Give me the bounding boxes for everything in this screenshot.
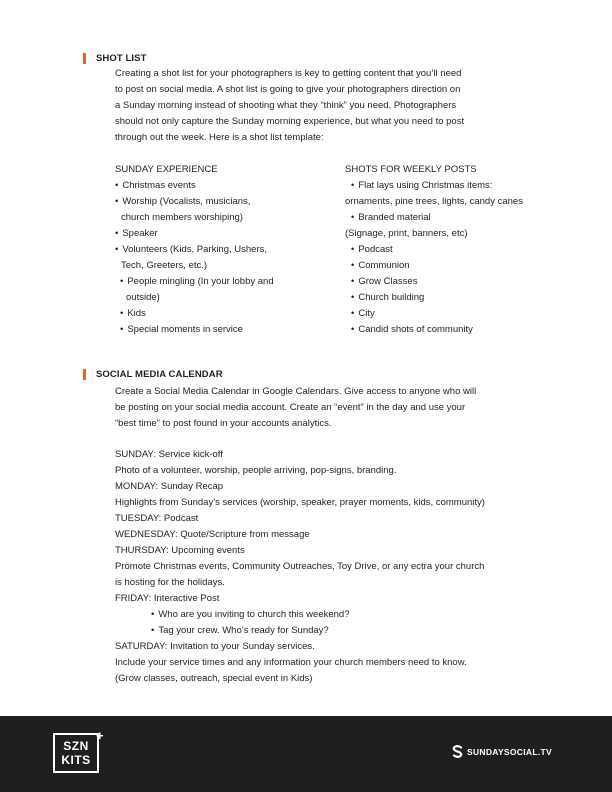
day-detail: Include your service times and any information your church members need to know.: [115, 657, 467, 668]
list-item-continued: outside): [126, 292, 160, 303]
list-item-continued: Tech, Greeters, etc.): [121, 260, 208, 271]
weekly-posts-column: [345, 162, 523, 338]
list-item-continued: church members worshiping): [121, 212, 243, 223]
list-item: • Speaker: [115, 226, 274, 242]
intro-line: to post on social media. A shot list is going to give your photographers direction on: [115, 84, 461, 95]
shot-list-intro: [115, 66, 545, 146]
section-title: SOCIAL MEDIA CALENDAR: [96, 369, 223, 380]
list-item: • People mingling (In your lobby and: [115, 274, 274, 290]
logo-text: KITS: [61, 753, 91, 767]
list-item: • Branded material: [345, 210, 523, 226]
day-heading-wednesday: WEDNESDAY: Quote/Scripture from message: [115, 529, 310, 540]
intro-line: Create a Social Media Calendar in Google Calendars. Give access to anyone who will: [115, 386, 477, 397]
list-item: • Candid shots of community: [345, 322, 523, 338]
brand-text: SUNDAYSOCIAL.TV: [467, 746, 552, 757]
shot-list-heading: [83, 53, 147, 64]
day-heading-monday: MONDAY: Sunday Recap: [115, 481, 224, 492]
list-item: • Flat lays using Christmas items:: [345, 178, 523, 194]
day-heading-sunday: SUNDAY: Service kick-off: [115, 449, 223, 460]
column-header: SUNDAY EXPERIENCE: [115, 164, 218, 175]
accent-bar: [83, 53, 86, 64]
calendar-schedule: [115, 447, 485, 687]
accent-bar: [83, 369, 86, 380]
logo-text: SZN: [63, 739, 89, 753]
day-detail: is hosting for the holidays.: [115, 577, 225, 588]
list-item: • Podcast: [345, 242, 523, 258]
day-detail: (Grow classes, outreach, special event in Kids): [115, 673, 313, 684]
list-item: • Kids: [115, 306, 274, 322]
szn-kits-logo: [53, 733, 99, 773]
section-title: SHOT LIST: [96, 53, 147, 64]
day-heading-friday: FRIDAY: Interactive Post: [115, 593, 220, 604]
list-item: • Communion: [345, 258, 523, 274]
intro-line: be posting on your social media account. Create an “event” in the day and use your: [115, 402, 466, 413]
list-item-continued: (Signage, print, banners, etc): [345, 228, 468, 239]
logo-plus-icon: +: [96, 728, 104, 743]
list-item: • Volunteers (Kids, Parking, Ushers,: [115, 242, 274, 258]
list-item: • Special moments in service: [115, 322, 274, 338]
day-detail: Photo of a volunteer, worship, people arriving, pop-signs, branding.: [115, 465, 397, 476]
list-item: • City: [345, 306, 523, 322]
list-item: • Worship (Vocalists, musicians,: [115, 194, 274, 210]
list-item-continued: ornaments, pine trees, lights, candy canes: [345, 196, 523, 207]
list-item: • Christmas events: [115, 178, 274, 194]
calendar-heading: [83, 369, 223, 380]
intro-line: “best time” to post found in your accounts analytics.: [115, 418, 332, 429]
intro-line: Creating a shot list for your photographers is key to getting content that you’ll need: [115, 68, 462, 79]
intro-line: a Sunday morning instead of shooting what they “think” you need. Photographers: [115, 100, 457, 111]
day-heading-saturday: SATURDAY: Invitation to your Sunday services.: [115, 641, 315, 652]
sunday-experience-column: [115, 162, 274, 338]
calendar-intro: [115, 384, 545, 432]
friday-bullet: • Tag your crew. Who’s ready for Sunday?: [115, 623, 485, 639]
day-detail: Highlights from Sunday’s services (worship, speaker, prayer moments, kids, community): [115, 497, 485, 508]
intro-line: should not only capture the Sunday morning experience, but what you need to post: [115, 116, 465, 127]
day-heading-tuesday: TUESDAY: Podcast: [115, 513, 199, 524]
day-heading-thursday: THURSDAY: Upcoming events: [115, 545, 245, 556]
friday-bullet: • Who are you inviting to church this weekend?: [115, 607, 485, 623]
list-item: • Church building: [345, 290, 523, 306]
column-header: SHOTS FOR WEEKLY POSTS: [345, 164, 477, 175]
s-mark-icon: [452, 745, 463, 758]
intro-line: through out the week. Here is a shot list template:: [115, 132, 324, 143]
list-item: • Grow Classes: [345, 274, 523, 290]
footer-brand: [452, 745, 552, 758]
day-detail: Promote Christmas events, Community Outreaches, Toy Drive, or any ectra your church: [115, 561, 485, 572]
